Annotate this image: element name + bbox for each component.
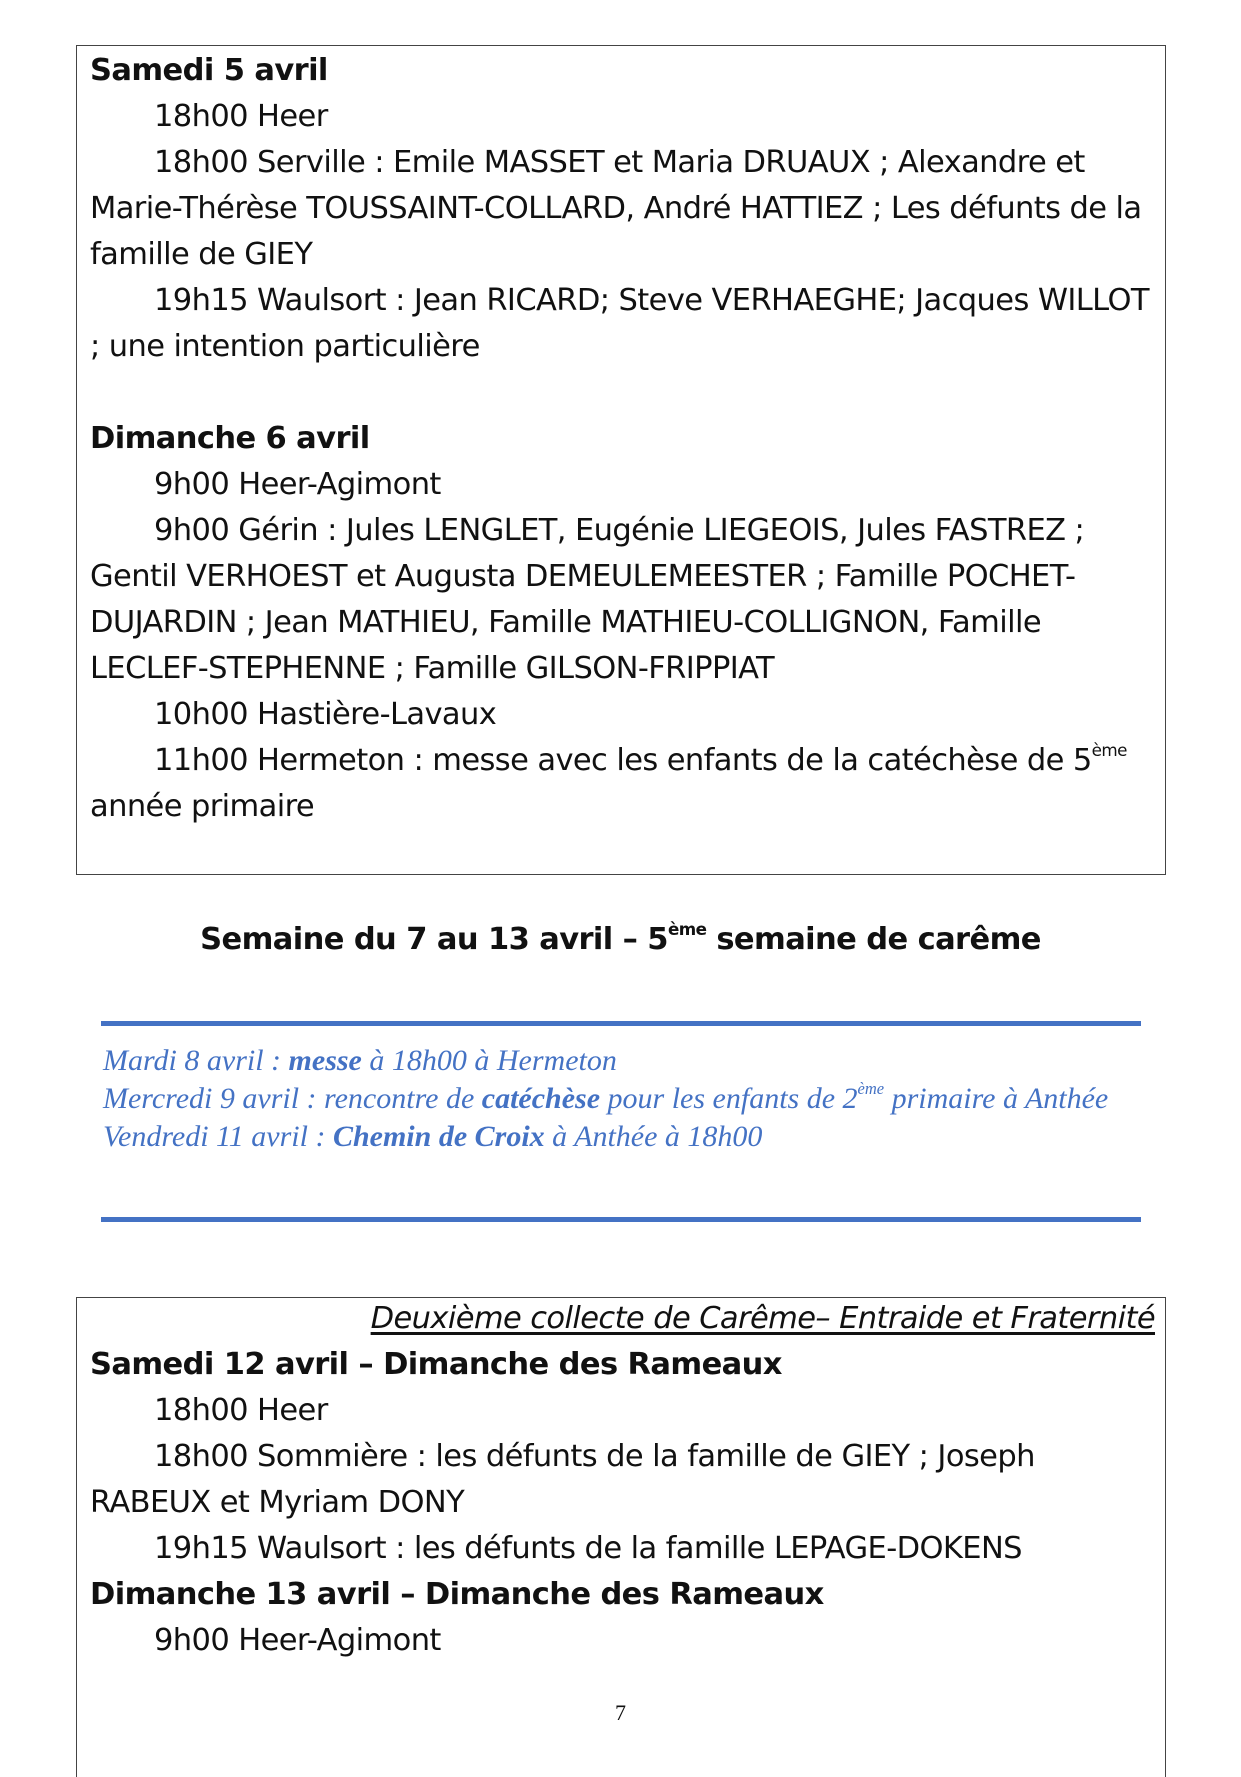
ordinal-superscript: ème (857, 1078, 885, 1098)
mass-entry: 9h00 Heer-Agimont (154, 1623, 441, 1658)
ordinal-superscript: ème (1091, 739, 1127, 760)
mass-entry: 10h00 Hastière-Lavaux (154, 697, 497, 732)
event-wednesday (103, 1080, 1143, 1118)
mass-entry: 9h00 Heer-Agimont (154, 467, 441, 502)
event-text: Mercredi 9 avril : rencontre de (103, 1082, 482, 1115)
mass-entry: 18h00 Heer (154, 99, 328, 134)
mass-entry: 18h00 Sommière : les défunts de la famille de GIEY ; Joseph RABEUX et Myriam DONY (90, 1439, 1035, 1520)
day-heading-saturday: Samedi 5 avril (90, 53, 328, 88)
collecte-note: Deuxième collecte de Carême– Entraide et Fraternité (370, 1301, 1155, 1336)
mass-entry: 19h15 Waulsort : Jean RICARD; Steve VERHAEGHE; Jacques WILLOT ; une intention particulière (90, 283, 1149, 364)
event-text: pour les enfants de 2 (600, 1082, 858, 1115)
day-heading-sunday: Dimanche 6 avril (90, 421, 370, 456)
mass-entry: 18h00 Heer (154, 1393, 328, 1428)
heading-text: semaine de carême (706, 922, 1041, 957)
heading-text: Semaine du 7 au 13 avril – 5 (200, 922, 668, 957)
week-heading (0, 918, 1241, 957)
event-keyword: Chemin de Croix (332, 1120, 545, 1153)
schedule-content (90, 48, 1155, 830)
event-text: primaire à Anthée (884, 1082, 1109, 1115)
divider-bottom (101, 1217, 1141, 1222)
spacer (90, 370, 1155, 416)
mass-entry (90, 738, 1155, 830)
day-heading-saturday: Samedi 12 avril – Dimanche des Rameaux (90, 1347, 782, 1382)
entry-text: 11h00 Hermeton : messe avec les enfants de la catéchèse de 5 (154, 743, 1092, 778)
mass-entry: 9h00 Gérin : Jules LENGLET, Eugénie LIEGEOIS, Jules FASTREZ ; Gentil VERHOEST et Augusta DEMEULEMEESTER ; Famille POCHET-DUJARDIN ; Jean MATHIEU, Famille MATHIEU-COLLIGNON, Famille LECLEF-STEPHENNE ; Famille GILSON-FRIPPIAT (90, 513, 1085, 686)
divider-top (101, 1021, 1141, 1026)
event-text: à 18h00 à Hermeton (361, 1044, 617, 1077)
event-keyword: messe (288, 1044, 362, 1077)
entry-text: année primaire (90, 789, 315, 824)
week-events (103, 1042, 1143, 1156)
event-tuesday (103, 1042, 1143, 1080)
mass-entry: 19h15 Waulsort : les défunts de la famille LEPAGE-DOKENS (154, 1531, 1022, 1566)
mass-entry: 18h00 Serville : Emile MASSET et Maria DRUAUX ; Alexandre et Marie-Thérèse TOUSSAINT-COLLARD, André HATTIEZ ; Les défunts de la famille de GIEY (90, 145, 1142, 272)
event-friday (103, 1118, 1143, 1156)
day-heading-sunday: Dimanche 13 avril – Dimanche des Rameaux (90, 1577, 824, 1612)
schedule-box-week-5 (76, 45, 1166, 875)
event-keyword: catéchèse (481, 1082, 601, 1115)
schedule-content (90, 1296, 1155, 1664)
page-number: 7 (615, 1700, 626, 1725)
event-text: à Anthée à 18h00 (544, 1120, 763, 1153)
event-text: Mardi 8 avril : (103, 1044, 289, 1077)
event-text: Vendredi 11 avril : (103, 1120, 333, 1153)
ordinal-superscript: ème (667, 918, 707, 939)
